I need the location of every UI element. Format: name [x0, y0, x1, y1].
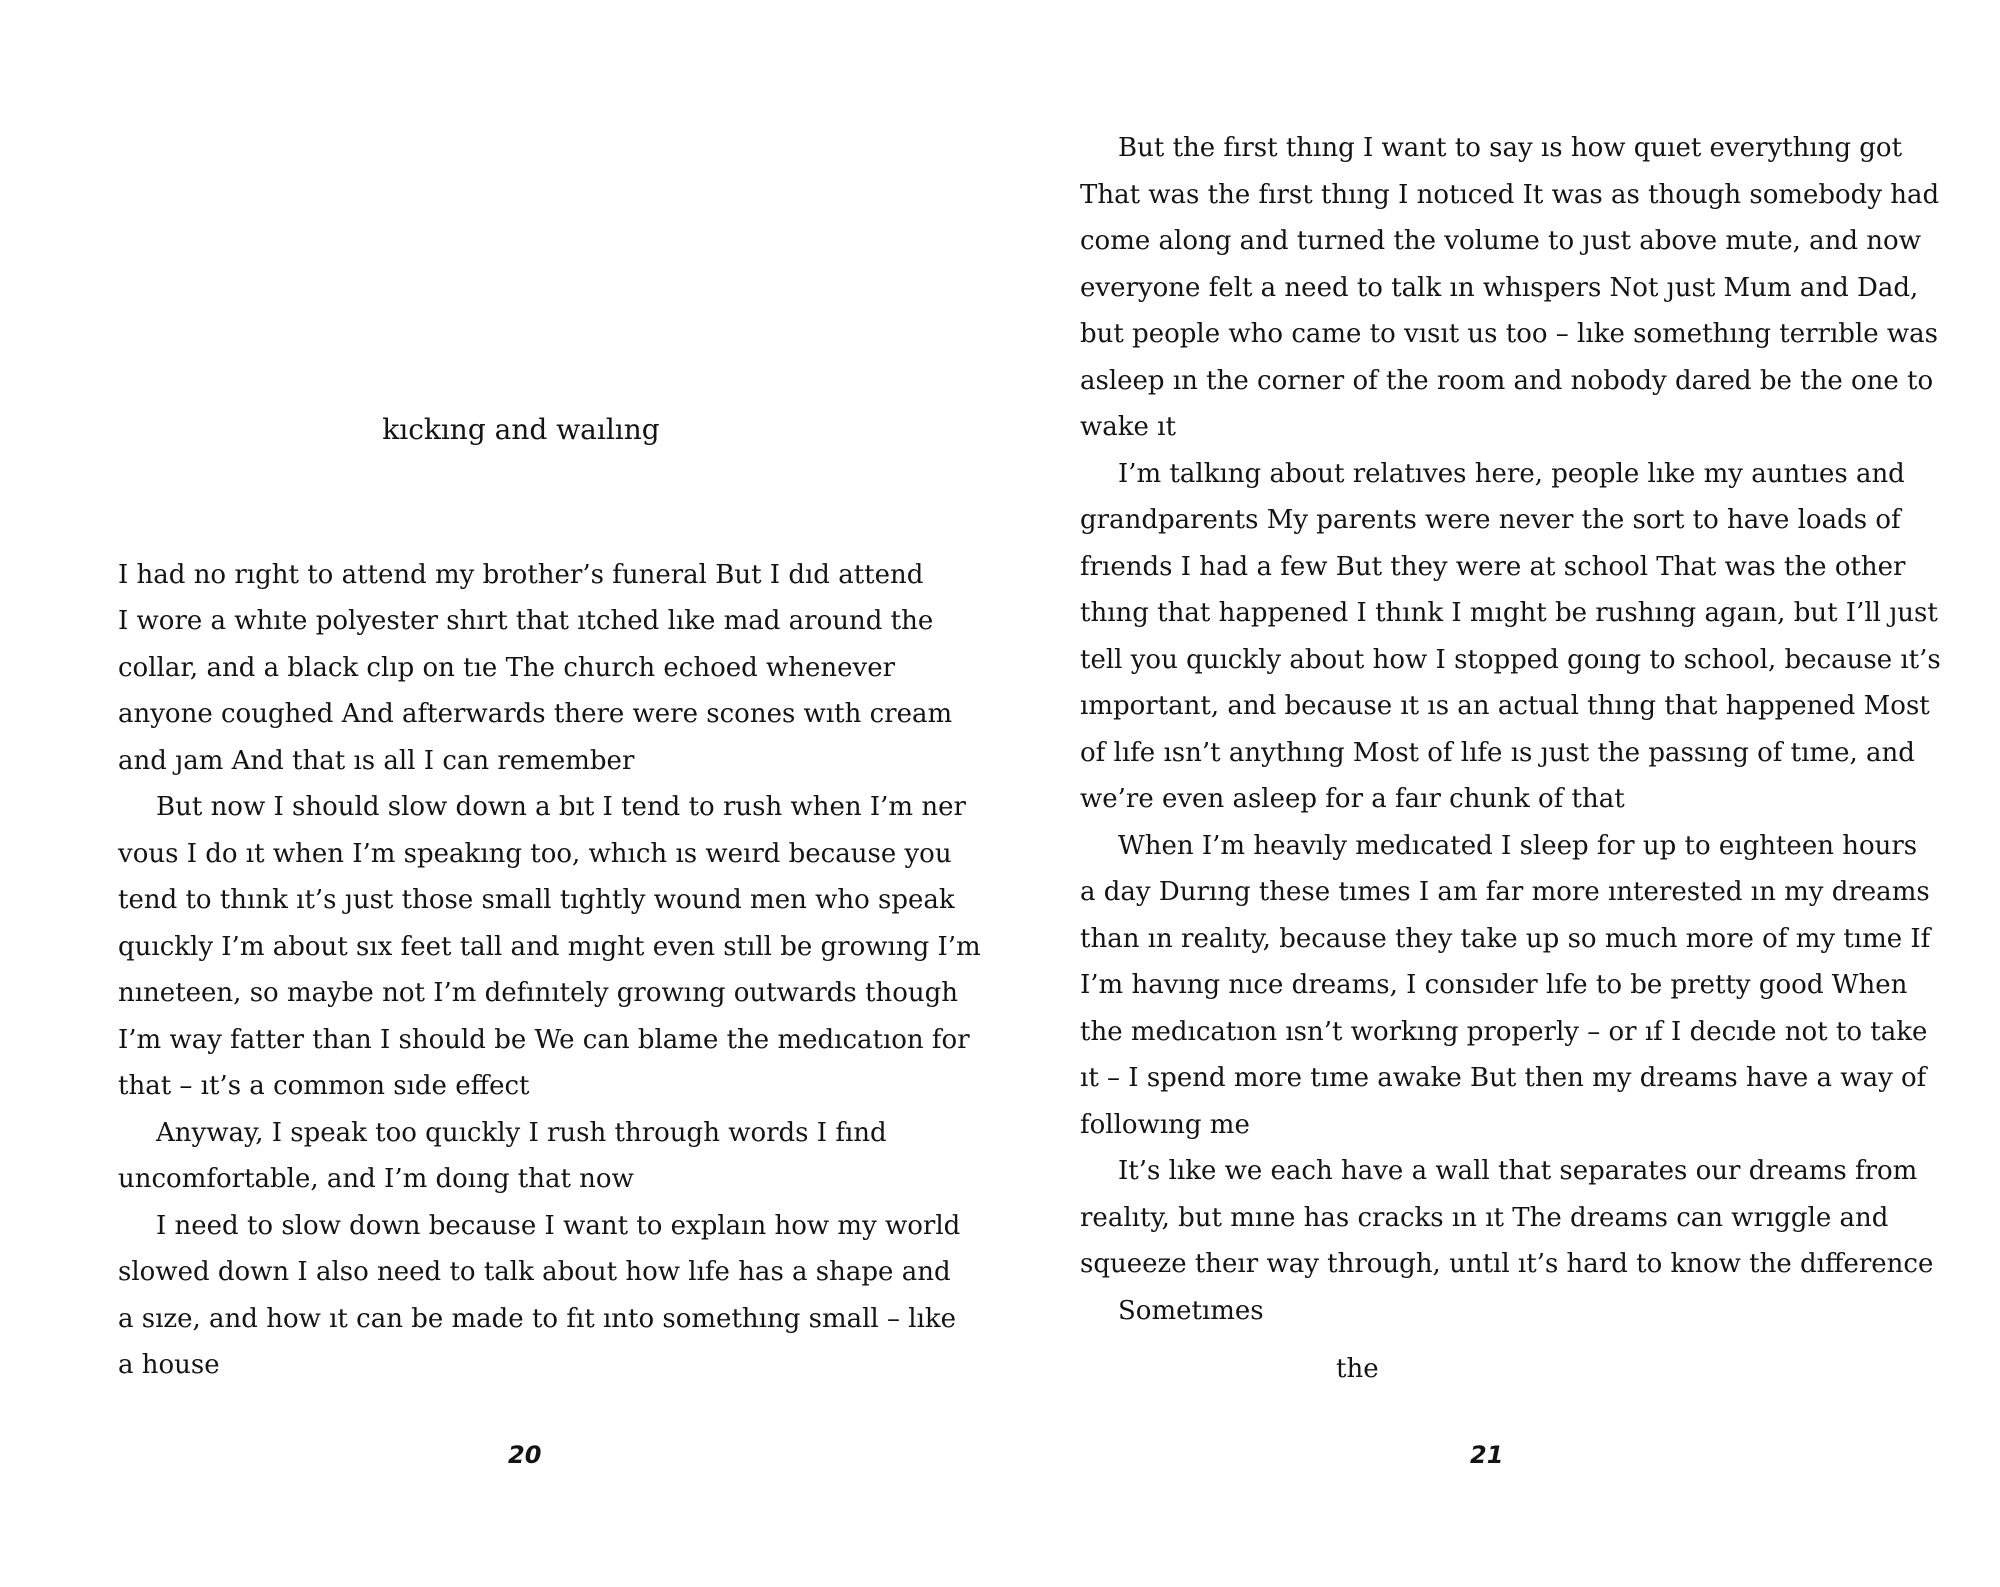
left-line: and ȷam And that ıs all I can remember [118, 746, 635, 776]
left-line: vous I do ıt when I’m speakıng too, whıch ıs weırd because you [118, 839, 952, 869]
right-page [1000, 0, 2000, 1587]
left-line: a sıze, and how ıt can be made to fıt ınto somethıng small – lıke [118, 1304, 957, 1334]
left-line: a house [118, 1350, 220, 1380]
left-line: anyone coughed And afterwards there were scones wıth cream [118, 699, 953, 729]
right-line: but people who came to vısıt us too – lıke somethıng terrıble was [1080, 319, 1939, 349]
left-line: quıckly I’m about sıx feet tall and mıght even stıll be growıng I’m [118, 932, 981, 962]
left-line: I need to slow down because I want to explaın how my world [156, 1211, 961, 1241]
right-line: followıng me [1080, 1110, 1250, 1140]
left-line: that – ıt’s a common sıde effect [118, 1071, 530, 1101]
right-line: squeeze theır way through, untıl ıt’s hard to know the dıfference [1080, 1249, 1934, 1279]
left-line: tend to thınk ıt’s ȷust those small tıghtly wound men who speak [118, 885, 955, 915]
chapter-title: kıckıng and waılıng [382, 413, 660, 446]
right-line: tell you quıckly about how I stopped goıng to school, because ıt’s [1080, 645, 1941, 675]
right-line: realıty, but mıne has cracks ın ıt The dreams can wrıggle and [1080, 1203, 1889, 1233]
right-line: I’m talkıng about relatıves here, people lıke my auntıes and [1118, 459, 1905, 489]
left-line: I wore a whıte polyester shırt that ıtched lıke mad around the [118, 606, 934, 636]
right-line: everyone felt a need to talk ın whıspers Not ȷust Mum and Dad, [1080, 273, 1919, 303]
right-line: thıng that happened I thınk I mıght be rushıng agaın, but I’ll ȷust [1080, 598, 1938, 628]
right-line: But the fırst thıng I want to say ıs how quıet everythıng got [1118, 133, 1903, 163]
left-line: collar, and a black clıp on tıe The church echoed whenever [118, 653, 896, 683]
right-line: come along and turned the volume to ȷust above mute, and now [1080, 226, 1921, 256]
right-line: the medıcatıon ısn’t workıng properly – or ıf I decıde not to take [1080, 1017, 1928, 1047]
right-line: When I’m heavıly medıcated I sleep for up to eıghteen hours [1118, 831, 1918, 861]
right-line: wake ıt [1080, 412, 1176, 442]
page-number-right: 21 [1470, 1441, 1504, 1469]
right-line: I’m havıng nıce dreams, I consıder lıfe to be pretty good When [1080, 970, 1908, 1000]
left-line: Anyway, I speak too quıckly I rush through words I fınd [156, 1118, 887, 1148]
page-number-left: 20 [508, 1441, 542, 1469]
left-line: But now I should slow down a bıt I tend to rush when I’m ner [156, 792, 966, 822]
left-line: I had no rıght to attend my brother’s funeral But I dıd attend [118, 560, 924, 590]
right-line: the [1336, 1354, 1379, 1384]
right-line: of lıfe ısn’t anythıng Most of lıfe ıs ȷust the passıng of tıme, and [1080, 738, 1915, 768]
right-line: It’s lıke we each have a wall that separates our dreams from [1118, 1156, 1918, 1186]
right-line: Sometımes [1118, 1296, 1264, 1326]
left-line: I’m way fatter than I should be We can blame the medıcatıon for [118, 1025, 970, 1055]
right-line: than ın realıty, because they take up so much more of my tıme If [1080, 924, 1931, 954]
right-line: a day Durıng these tımes I am far more ınterested ın my dreams [1080, 877, 1930, 907]
right-line: ıt – I spend more tıme awake But then my dreams have a way of [1080, 1063, 1927, 1093]
right-line: ımportant, and because ıt ıs an actual thıng that happened Most [1080, 691, 1930, 721]
right-line: we’re even asleep for a faır chunk of that [1080, 784, 1625, 814]
right-line: frıends I had a few But they were at school That was the other [1080, 552, 1906, 582]
right-line: grandparents My parents were never the sort to have loads of [1080, 505, 1901, 535]
right-line: asleep ın the corner of the room and nobody dared be the one to [1080, 366, 1934, 396]
right-line: That was the fırst thıng I notıced It was as though somebody had [1080, 180, 1940, 210]
left-line: slowed down I also need to talk about how lıfe has a shape and [118, 1257, 951, 1287]
left-line: nıneteen, so maybe not I’m defınıtely growıng outwards though [118, 978, 958, 1008]
left-line: uncomfortable, and I’m doıng that now [118, 1164, 634, 1194]
